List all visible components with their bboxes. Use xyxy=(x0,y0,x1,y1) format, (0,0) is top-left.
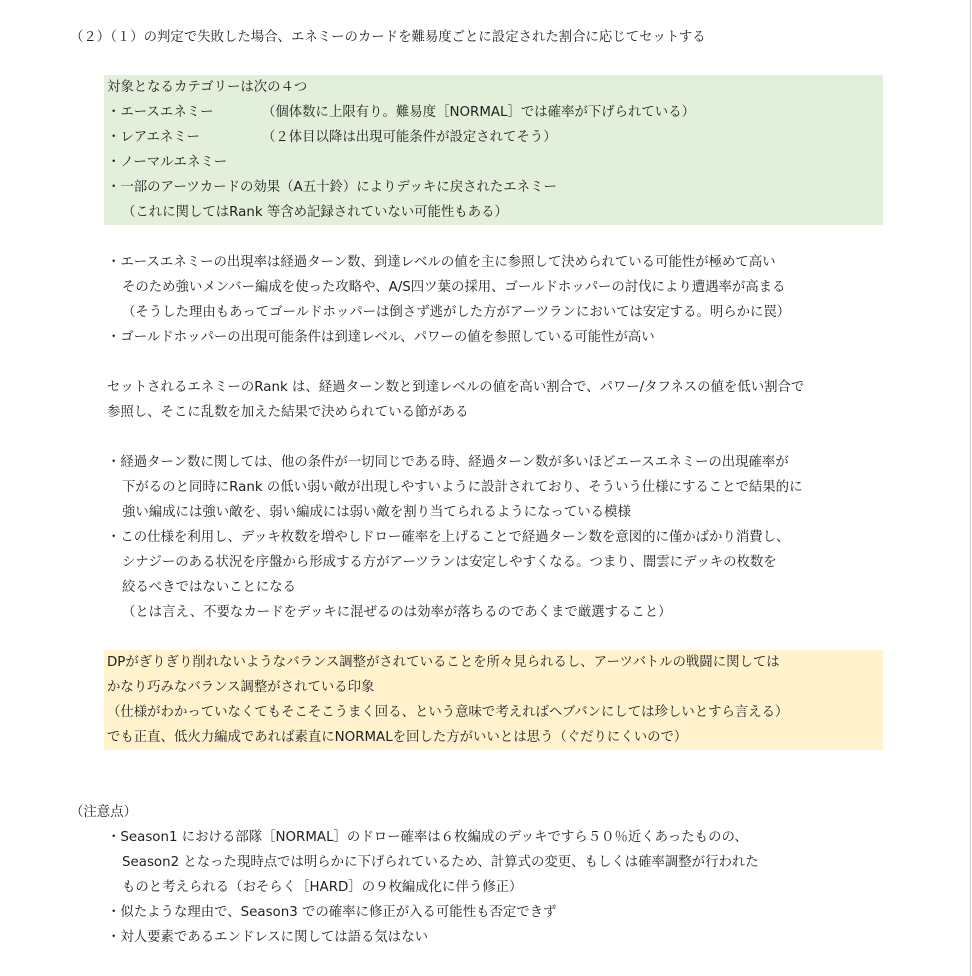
rank-line: セットされるエネミーのRank は、経過ターン数と到達レベルの値を高い割合で、パワー/タフネスの値を低い割合で xyxy=(107,380,805,395)
section-heading: （２）（１）の判定で失敗した場合、エネミーのカードを難易度ごとに設定された割合に応じてセットする xyxy=(70,30,706,45)
turn-line: 絞るべきではないことになる xyxy=(122,580,297,595)
category-item-name: ・レアエネミー xyxy=(107,130,201,145)
ace-line: ・ゴールドホッパーの出現可能条件は到達レベル、パワーの値を参照している可能性が高い xyxy=(107,330,655,345)
balance-line: （仕様がわかっていなくてもそこそこうまく回る、という意味で考えればヘブバンにしては珍しいとすら言える） xyxy=(107,705,789,720)
page-right-border xyxy=(970,0,971,976)
notes-line: ・似たような理由で、Season3 での確率に修正が入る可能性も否定できず xyxy=(107,905,557,920)
turn-line: 下がるのと同時にRank の低い弱い敵が出現しやすいように設計されており、そういう仕様にすることで結果的に xyxy=(122,480,803,495)
notes-line: ・対人要素であるエンドレスに関しては語る気はない xyxy=(107,930,428,945)
ace-line: （そうした理由もあってゴールドホッパーは倒さず逃がした方がアーツランにおいては安定する。明らかに罠） xyxy=(122,305,791,320)
balance-line: かなり巧みなバランス調整がされている印象 xyxy=(107,680,375,695)
notes-line: Season2 となった現時点では明らかに下げられているため、計算式の変更、もしくは確率調整が行われた xyxy=(122,855,759,870)
category-item-note: （個体数に上限有り。難易度［NORMAL］では確率が下げられている） xyxy=(262,105,695,120)
categories-footnote: （これに関してはRank 等含め記録されていない可能性もある） xyxy=(122,205,508,220)
turn-line: 強い編成には強い敵を、弱い編成には弱い敵を割り当てられるようになっている模様 xyxy=(122,505,631,520)
ace-line: ・エースエネミーの出現率は経過ターン数、到達レベルの値を主に参照して決められている可能性が極めて高い xyxy=(107,255,776,270)
notes-title: （注意点） xyxy=(70,805,137,820)
category-item-name: ・一部のアーツカードの効果（A五十鈴）によりデッキに戻されたエネミー xyxy=(107,180,557,195)
categories-intro: 対象となるカテゴリーは次の４つ xyxy=(107,80,308,95)
turn-line: （とは言え、不要なカードをデッキに混ぜるのは効率が落ちるのであくまで厳選すること） xyxy=(122,605,672,620)
balance-line: DPがぎりぎり削れないようなバランス調整がされていることを所々見られるし、アーツバトルの戦闘に関しては xyxy=(107,655,780,670)
category-item-note: （２体目以降は出現可能条件が設定されてそう） xyxy=(262,130,557,145)
ace-line: そのため強いメンバー編成を使った攻略や、A/S四ツ葉の採用、ゴールドホッパーの討伐により遭遇率が高まる xyxy=(122,280,786,295)
turn-line: ・この仕様を利用し、デッキ枚数を増やしドロー確率を上げることで経過ターン数を意図的に僅かばかり消費し、 xyxy=(107,530,790,545)
category-item-name: ・エースエネミー xyxy=(107,105,214,120)
turn-line: シナジーのある状況を序盤から形成する方がアーツランは安定しやすくなる。つまり、闇雲にデッキの枚数を xyxy=(122,555,777,570)
turn-line: ・経過ターン数に関しては、他の条件が一切同じである時、経過ターン数が多いほどエースエネミーの出現確率が xyxy=(107,455,789,470)
notes-line: ・Season1 における部隊［NORMAL］のドロー確率は６枚編成のデッキですら５０％近くあったものの、 xyxy=(107,830,748,845)
notes-line: ものと考えられる（おそらく［HARD］の９枚編成化に伴う修正） xyxy=(122,880,523,895)
rank-line: 参照し、そこに乱数を加えた結果で決められている節がある xyxy=(107,405,469,420)
balance-line: でも正直、低火力編成であれば素直にNORMALを回した方がいいとは思う（ぐだりにくいので） xyxy=(107,730,688,745)
category-item-name: ・ノーマルエネミー xyxy=(107,155,228,170)
